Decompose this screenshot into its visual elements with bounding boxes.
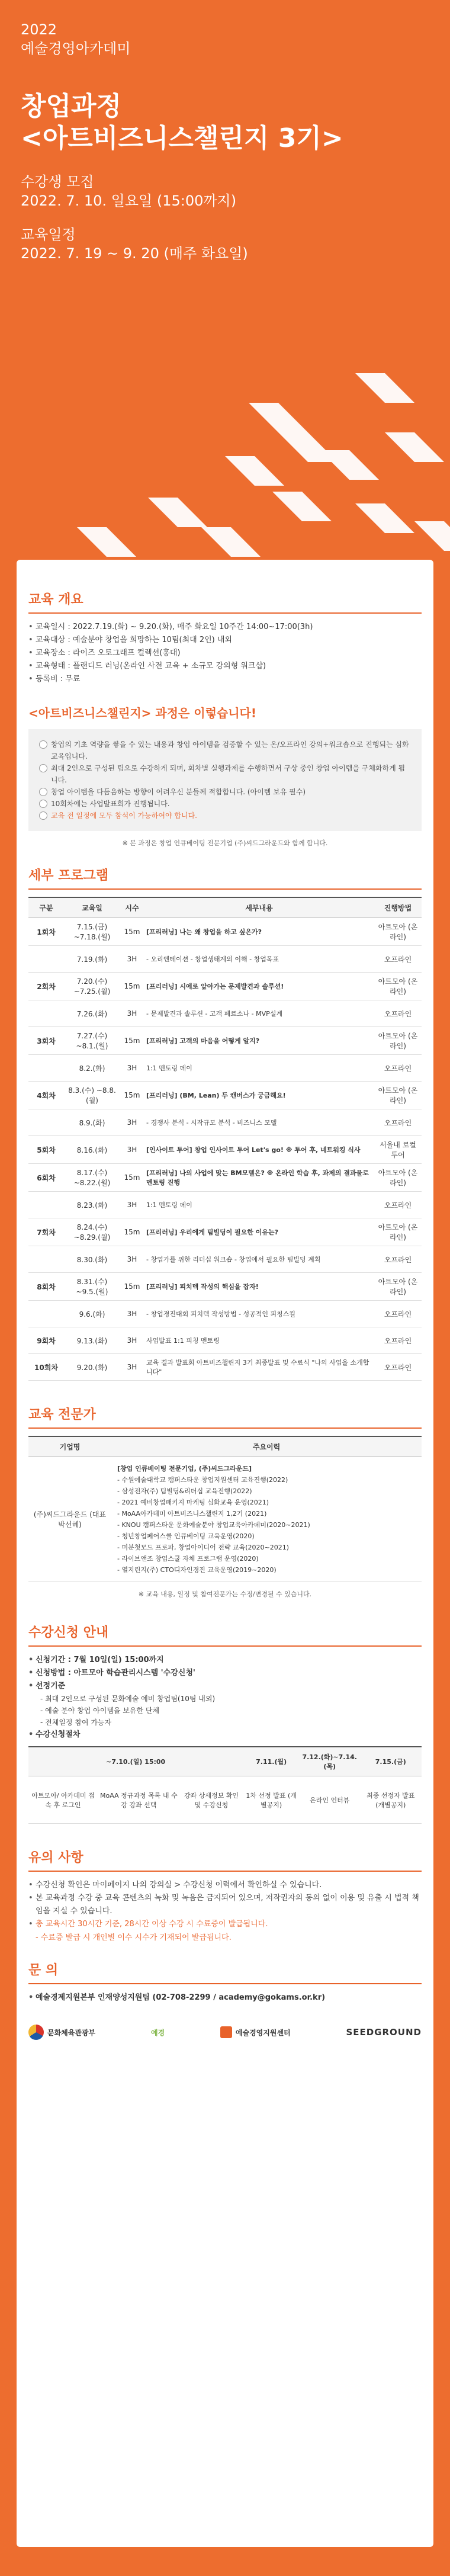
- history-item: - 2021 예비창업패키지 마케팅 심화교육 운영(2021): [117, 1499, 269, 1506]
- table-cell: [프리러닝] (BM, Lean) 두 캔버스가 궁금해요!: [144, 1082, 374, 1109]
- table-cell: 7.20.(수) ~7.25.(월): [64, 973, 120, 1000]
- table-cell: - 창업경진대회 피치덱 작성방법 - 성공적인 피칭스킬: [144, 1301, 374, 1327]
- list-item: • 신청기간 : 7월 10일(일) 15:00까지: [28, 1654, 422, 1667]
- list-item: • 등록비 : 무료: [28, 673, 422, 686]
- table-cell: 오프라인: [374, 946, 422, 973]
- list-item: • 총 교육시간 30시간 기준, 28시간 이상 수강 시 수료증이 발급됩니다.: [28, 1918, 422, 1931]
- caution-red: - 수료증 발급 시 개인별 이수 시수가 기재되어 발급됩니다.: [36, 1933, 232, 1942]
- decorative-shapes-icon: [0, 367, 450, 563]
- table-cell: 1:1 멘토링 데이: [144, 1055, 374, 1082]
- table-cell: 아트모아 (온라인): [374, 1164, 422, 1192]
- check-icon: [39, 740, 47, 749]
- list-item: [39, 739, 411, 762]
- history-item: [창업 인큐베이팅 전문기업, (주)씨드그라운드]: [117, 1465, 252, 1473]
- table-cell: [프리러닝] 나의 사업에 맞는 BM모델은? ※ 온라인 학습 후, 과제의 결과물로 멘토링 진행: [144, 1164, 374, 1192]
- column-header: 시수: [120, 897, 144, 918]
- ministry-mark-icon: [28, 2025, 44, 2040]
- criteria-item: - 예술 분야 창업 아이템을 보유한 단체: [40, 1706, 160, 1715]
- table-cell: 15m: [120, 1273, 144, 1301]
- partner-note: ※ 교육 내용, 일정 및 참여전문가는 수정/변경될 수 있습니다.: [138, 1590, 312, 1598]
- table-cell: 오프라인: [374, 1192, 422, 1218]
- table-cell: 8.30.(화): [64, 1246, 120, 1273]
- list-item: • 선정기준: [28, 1680, 422, 1693]
- intro-text: 10회차에는 사업발표회가 진행됩니다.: [51, 800, 170, 808]
- list-item: • 교육장소 : 라이즈 오토그래프 컬렉션(홍대): [28, 647, 422, 660]
- logo-text: 문화체육관광부: [47, 2028, 96, 2037]
- intro-text: 창업의 기초 역량을 쌓을 수 있는 내용과 창업 아이템을 검증할 수 있는 온/오프라인 강의+워크숍으로 진행되는 심화 교육입니다.: [51, 740, 409, 761]
- content-card: [17, 560, 433, 2547]
- intro-text: 창업 아이템을 다듬음하는 방향이 어려우신 분들께 적합합니다. (아이템 보유 필수): [51, 788, 306, 796]
- list-item: • 신청방법 : 아트모아 학습관리시스템 '수강신청': [28, 1667, 422, 1680]
- criteria-item: - 전체일정 참여 가능자: [40, 1718, 112, 1727]
- table-cell: 오프라인: [374, 1055, 422, 1082]
- table-cell: 8회차: [28, 1273, 64, 1301]
- program-title: 세부 프로그램: [28, 865, 422, 890]
- history-item: - 미분첫모드 프로파, 창업아이디어 전략 교육(2020~2021): [117, 1544, 290, 1551]
- check-icon: [39, 788, 47, 796]
- history-item: - 수원예술대학교 캠퍼스타운 창업지원센터 교육진행(2022): [117, 1476, 288, 1484]
- table-cell: 3H: [120, 1301, 144, 1327]
- table-row: [28, 1273, 422, 1301]
- list-item: • 수강신청 확인은 마이페이지 나의 강의실 > 수강신청 이력에서 확인하실 수 있습니다.: [28, 1879, 422, 1892]
- table-cell: 6회차: [28, 1164, 64, 1192]
- table-cell: [프리러닝] 우리에게 팀빌딩이 필요한 이유는?: [144, 1218, 374, 1246]
- table-cell: 아트모아 (온라인): [374, 1218, 422, 1246]
- history-item: - KNOU 캠퍼스타운 문화예술분야 창업교육아카데미(2020~2021): [117, 1521, 310, 1529]
- table-cell: 15m: [120, 918, 144, 946]
- table-row: [28, 1192, 422, 1218]
- table-row: [28, 1354, 422, 1381]
- table-cell: 3H: [120, 1246, 144, 1273]
- table-cell: 7.26.(화): [64, 1000, 120, 1027]
- table-cell: 3H: [120, 1136, 144, 1164]
- list-item: • 교육일시 : 2022.7.19.(화) ~ 9.20.(화), 매주 화요일 10주간 14:00~17:00(3h): [28, 621, 422, 634]
- recruit-label: 수강생 모집: [21, 174, 94, 190]
- partner-table: [28, 1436, 422, 1582]
- process-step: 최종 선정자 발표 (개별공지): [360, 1776, 422, 1824]
- table-cell: 4회차: [28, 1082, 64, 1109]
- table-cell: 1회차: [28, 918, 64, 946]
- step-date: 7.11.(월): [243, 1747, 300, 1776]
- table-row: [28, 973, 422, 1000]
- table-cell: [프리러닝] 고객의 마음을 어떻게 알지?: [144, 1027, 374, 1055]
- table-cell: 8.16.(화): [64, 1136, 120, 1164]
- table-cell: [프리러닝] 피치덱 작성의 핵심을 잡자!: [144, 1273, 374, 1301]
- table-cell: [28, 1000, 64, 1027]
- table-cell: [28, 1246, 64, 1273]
- table-cell: [프리러닝] 나는 왜 창업을 하고 싶은가?: [144, 918, 374, 946]
- column-header: 세부내용: [144, 897, 374, 918]
- table-cell: 3H: [120, 1354, 144, 1381]
- table-cell: 아트모아 (온라인): [374, 1082, 422, 1109]
- overview-list: [28, 621, 422, 686]
- table-row: [28, 1301, 422, 1327]
- logo-text: SEEDGROUND: [346, 2027, 422, 2038]
- table-cell: 8.17.(수) ~8.22.(월): [64, 1164, 120, 1192]
- apply-title: 수강신청 안내: [28, 1622, 422, 1647]
- table-cell: 3회차: [28, 1027, 64, 1055]
- column-header: 기업명: [28, 1436, 111, 1457]
- history-item: - 청년창업페어스쿨 인큐베이팅 교육운영(2020): [117, 1532, 255, 1540]
- list-item: [39, 798, 411, 810]
- table-cell: 8.3.(수) ~8.8.(월): [64, 1082, 120, 1109]
- process-step: 온라인 인터뷰: [300, 1776, 360, 1824]
- table-cell: 오프라인: [374, 1000, 422, 1027]
- hero-subtitle: <아트비즈니스챌린지 3기>: [21, 123, 343, 153]
- table-row: [28, 918, 422, 946]
- contact-title: 문 의: [28, 1960, 422, 1984]
- table-cell: 아트모아 (온라인): [374, 918, 422, 946]
- list-item: [39, 762, 411, 786]
- table-cell: [28, 1301, 64, 1327]
- list-item: • 교육형태 : 플랜디드 러닝(온라인 사전 교육 + 소규모 강의형 워크샵): [28, 660, 422, 673]
- table-cell: 3H: [120, 1000, 144, 1027]
- table-cell: 15m: [120, 1218, 144, 1246]
- list-item: [39, 810, 411, 822]
- intro-note: ※ 본 과정은 창업 인큐베이팅 전문기업 (주)씨드그라운드와 함께 합니다.: [122, 839, 328, 847]
- table-row: [28, 1246, 422, 1273]
- table-cell: 9.20.(화): [64, 1354, 120, 1381]
- check-icon: [39, 800, 47, 808]
- table-cell: 3H: [120, 1109, 144, 1136]
- table-cell: 7회차: [28, 1218, 64, 1246]
- step-date: 7.12.(화)~7.14.(목): [300, 1747, 360, 1776]
- schedule-date: 2022. 7. 19 ~ 9. 20 (매주 화요일): [21, 245, 248, 262]
- table-cell: 3H: [120, 1055, 144, 1082]
- ministry-logo: [28, 2025, 95, 2040]
- apply-list: [28, 1654, 422, 1693]
- table-cell: 3H: [120, 1327, 144, 1354]
- table-cell: 8.31.(수) ~9.5.(월): [64, 1273, 120, 1301]
- recruit-date: 2022. 7. 10. 일요일 (15:00까지): [21, 193, 237, 209]
- process-step: MoAA 정규과정 목록 내 수강 강좌 선택: [98, 1776, 180, 1824]
- table-cell: 15m: [120, 973, 144, 1000]
- logo-text: 예경: [150, 2028, 165, 2037]
- step-date: ~7.10.(일) 15:00: [28, 1747, 243, 1776]
- table-cell: 아트모아 (온라인): [374, 1027, 422, 1055]
- table-cell: 7.19.(화): [64, 946, 120, 973]
- yegyeong-logo: [151, 2028, 165, 2038]
- table-cell: 사업발표 1:1 피칭 멘토링: [144, 1327, 374, 1354]
- table-cell: 오프라인: [374, 1246, 422, 1273]
- table-row: [28, 1218, 422, 1246]
- intro-box: [28, 729, 422, 831]
- table-cell: 아트모아 (온라인): [374, 1273, 422, 1301]
- table-row: [28, 1055, 422, 1082]
- table-cell: 9회차: [28, 1327, 64, 1354]
- table-cell: 서울내 로컬투어: [374, 1136, 422, 1164]
- table-cell: 오프라인: [374, 1327, 422, 1354]
- table-cell: [프리러닝] 시에로 앞아가는 문제발견과 솔루션!: [144, 973, 374, 1000]
- table-cell: [28, 1109, 64, 1136]
- table-cell: 8.2.(화): [64, 1055, 120, 1082]
- logo-text: 예술경영지원센터: [235, 2028, 291, 2037]
- table-cell: 오프라인: [374, 1354, 422, 1381]
- table-cell: 10회차: [28, 1354, 64, 1381]
- table-cell: 15m: [120, 1027, 144, 1055]
- table-cell: 9.6.(화): [64, 1301, 120, 1327]
- table-row: [28, 1000, 422, 1027]
- process-step: 1차 선정 발표 (개별공지): [243, 1776, 300, 1824]
- gokams-logo: [220, 2026, 291, 2038]
- table-cell: 5회차: [28, 1136, 64, 1164]
- logo-bar: [28, 2016, 422, 2048]
- table-row: [28, 1109, 422, 1136]
- column-header: 교육일: [64, 897, 120, 918]
- table-cell: [28, 946, 64, 973]
- table-row: [28, 1027, 422, 1055]
- process-label: • 수강신청절차: [28, 1728, 422, 1741]
- check-icon: [39, 764, 47, 772]
- table-cell: 15m: [120, 1164, 144, 1192]
- table-cell: 7.15.(금) ~7.18.(월): [64, 918, 120, 946]
- table-cell: 3H: [120, 946, 144, 973]
- table-cell: [인사이트 투어] 창업 인사이트 투어 Let's go! ※ 투어 후, 네트워킹 식사: [144, 1136, 374, 1164]
- table-cell: - 창업가를 위한 리더십 워크숍 - 창업에서 필요한 팀빌딩 계획: [144, 1246, 374, 1273]
- brand-name: 예술경영아카데미: [21, 40, 131, 57]
- intro-text: 최대 2인으로 구성된 팀으로 수강하게 되며, 회차별 실행과제를 수행하면서 구상 중인 창업 아이템을 구체화하게 됩니다.: [51, 764, 406, 784]
- table-cell: 7.27.(수) ~8.1.(월): [64, 1027, 120, 1055]
- gokams-mark-icon: [220, 2026, 232, 2038]
- process-step: 강좌 상세정보 확인 및 수강신청: [180, 1776, 243, 1824]
- table-row: [28, 946, 422, 973]
- table-cell: 8.23.(화): [64, 1192, 120, 1218]
- caution-title: 유의 사항: [28, 1847, 422, 1872]
- list-item: • 본 교육과정 수강 중 교육 콘텐츠의 녹화 및 녹음은 금지되어 있으며, 저작권자의 동의 없이 이용 및 유출 시 법적 책임을 지실 수 있습니다.: [28, 1892, 422, 1918]
- history-item: - 열지린지(주) CTO디자인경진 교육운영(2019~2020): [117, 1566, 277, 1574]
- table-cell: 오프라인: [374, 1301, 422, 1327]
- history-item: - 라이브앤조 창업스쿨 자체 프로그램 운영(2020): [117, 1555, 259, 1563]
- column-header: 구분: [28, 897, 64, 918]
- table-cell: 교육 결과 발표회 아트비즈챌린지 3기 최종발표 및 수료식 "나의 사업을 소개합니다": [144, 1354, 374, 1381]
- table-row: [28, 1164, 422, 1192]
- contact-info: • 예술경제지원본부 인재양성지원팀 (02-708-2299 / academy@gokams.or.kr): [28, 1991, 422, 2004]
- table-cell: [28, 1055, 64, 1082]
- history-list: [111, 1457, 422, 1582]
- table-row: [28, 1082, 422, 1109]
- table-row: [28, 1136, 422, 1164]
- step-date: 7.15.(금): [360, 1747, 422, 1776]
- table-cell: - 문제발견과 솔루션 - 고객 페르소나 - MVP설계: [144, 1000, 374, 1027]
- check-icon: [39, 811, 47, 820]
- seedground-logo: [346, 2027, 422, 2038]
- table-cell: 아트모아 (온라인): [374, 973, 422, 1000]
- company-name: (주)씨드그라운드 (대표 박선혜): [28, 1457, 111, 1582]
- history-item: - MoAA아카데미 아트비즈니스챌린지 1,2기 (2021): [117, 1510, 267, 1518]
- intro-text: 교육 전 일정에 모두 참석이 가능하여야 합니다.: [51, 811, 197, 820]
- table-cell: 오프라인: [374, 1109, 422, 1136]
- table-cell: 8.9.(화): [64, 1109, 120, 1136]
- table-cell: 9.13.(화): [64, 1327, 120, 1354]
- list-item: • 교육대상 : 예술분야 창업을 희망하는 10팀(최대 2인) 내외: [28, 634, 422, 647]
- program-table: [28, 897, 422, 1381]
- table-cell: [28, 1192, 64, 1218]
- table-cell: 15m: [120, 1082, 144, 1109]
- history-item: - 삼성전자(주) 팀빌딩&리더십 교육진행(2022): [117, 1487, 252, 1495]
- brand-year: 2022: [21, 21, 57, 38]
- process-table: [28, 1746, 422, 1824]
- overview-title: 교육 개요: [28, 589, 422, 614]
- table-cell: - 오리엔테이션 - 창업생태계의 이해 - 창업목표: [144, 946, 374, 973]
- hero-banner: [0, 0, 450, 563]
- process-step: 아트모아/ 아카데미 접속 후 로그인: [28, 1776, 98, 1824]
- table-row: [28, 1327, 422, 1354]
- column-header: 진행방법: [374, 897, 422, 918]
- column-header: 주요이력: [111, 1436, 422, 1457]
- table-cell: 8.24.(수) ~8.29.(월): [64, 1218, 120, 1246]
- table-cell: 2회차: [28, 973, 64, 1000]
- table-cell: 1:1 멘토링 데이: [144, 1192, 374, 1218]
- criteria-item: - 최대 2인으로 구성된 문화예술 예비 창업팀(10팀 내외): [40, 1695, 216, 1703]
- caution-list: [28, 1879, 422, 1931]
- schedule-label: 교육일정: [21, 226, 76, 243]
- list-item: [39, 786, 411, 798]
- table-cell: - 경쟁사 분석 - 시작규모 분석 - 비즈니스 모델: [144, 1109, 374, 1136]
- table-cell: 3H: [120, 1192, 144, 1218]
- hero-title: 창업과정: [21, 91, 122, 121]
- partner-title: 교육 전문가: [28, 1404, 422, 1429]
- intro-heading: <아트비즈니스챌린지> 과정은 이렇습니다!: [28, 706, 257, 720]
